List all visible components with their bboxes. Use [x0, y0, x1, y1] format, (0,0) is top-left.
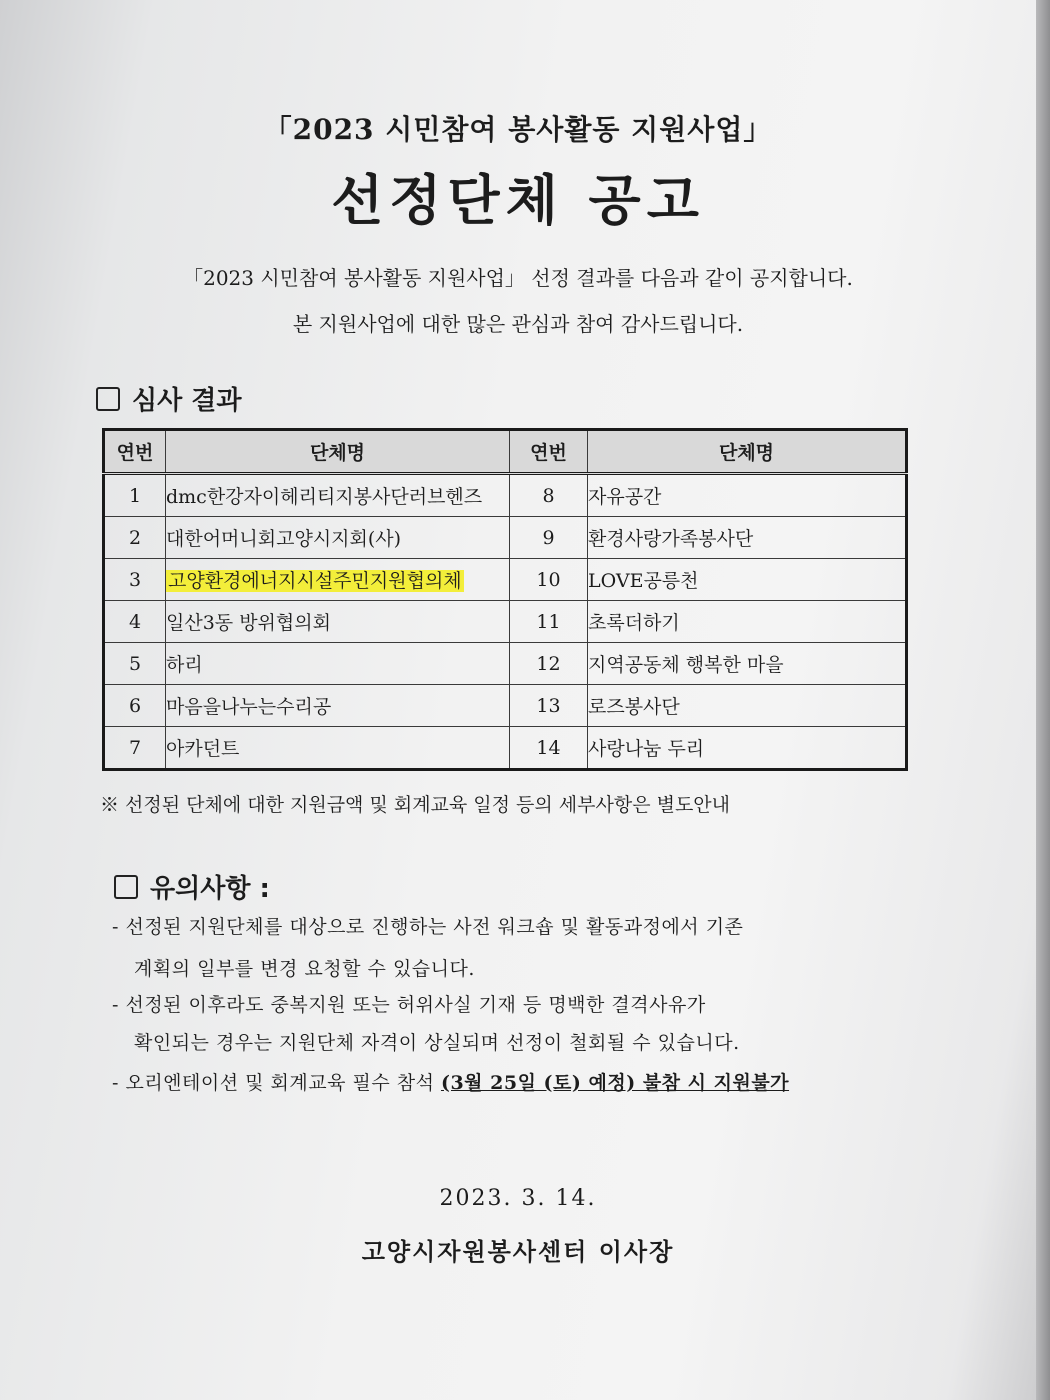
row-no-2: 9	[510, 517, 588, 559]
row-no-2: 14	[510, 727, 588, 770]
intro-line-1: 「2023 시민참여 봉사활동 지원사업」 선정 결과를 다음과 같이 공지합니다.	[183, 266, 853, 290]
caution-item-2-line-1: - 선정된 이후라도 중복지원 또는 허위사실 기재 등 명백한 결격사유가	[112, 994, 706, 1016]
desk-background-edge	[1036, 0, 1050, 1400]
highlighted-name: 고양환경에너지시설주민지원협의체	[168, 570, 462, 592]
row-name: dmc한강자이헤리티지봉사단러브헨즈	[166, 474, 510, 517]
row-name-2: 지역공동체 행복한 마을	[588, 643, 907, 685]
table-row	[104, 601, 907, 643]
row-no-2: 13	[510, 685, 588, 727]
intro-line-2: 본 지원사업에 대한 많은 관심과 참여 감사드립니다.	[292, 312, 744, 336]
row-no: 6	[104, 685, 166, 727]
row-no: 7	[104, 727, 166, 770]
row-no: 5	[104, 643, 166, 685]
caution-item-1-line-2: 계획의 일부를 변경 요청할 수 있습니다.	[134, 958, 475, 980]
row-no-2: 11	[510, 601, 588, 643]
row-name: 대한어머니회고양시지회(사)	[166, 517, 510, 559]
row-name: 아카던트	[166, 727, 510, 770]
column-header-name-2: 단체명	[588, 430, 907, 474]
row-no-2: 8	[510, 474, 588, 517]
row-no: 4	[104, 601, 166, 643]
checkbox-square-icon	[114, 875, 138, 899]
table-row	[104, 474, 907, 517]
row-no: 1	[104, 474, 166, 517]
caution-item-3-emphasis: (3월 25일 (토) 예정) 불참 시 지원불가	[440, 1072, 790, 1094]
table-row	[104, 643, 907, 685]
caution-item-3-text: - 오리엔테이션 및 회계교육 필수 참석	[112, 1072, 441, 1094]
notice-signer: 고양시자원봉사센터 이사장	[361, 1237, 675, 1266]
cautions-heading	[114, 868, 270, 905]
cautions-heading-label: 유의사항 :	[150, 874, 270, 904]
row-name-2: 환경사랑가족봉사단	[588, 517, 907, 559]
row-name-highlighted	[166, 559, 510, 601]
results-heading-label: 심사 결과	[132, 386, 242, 416]
caution-item-1-line-1: - 선정된 지원단체를 대상으로 진행하는 사전 워크숍 및 활동과정에서 기존	[112, 916, 744, 938]
row-no: 3	[104, 559, 166, 601]
row-name: 일산3동 방위협의회	[166, 601, 510, 643]
caution-item-3	[112, 1068, 789, 1095]
row-name: 하리	[166, 643, 510, 685]
checkbox-square-icon	[96, 387, 120, 411]
row-no-2: 10	[510, 559, 588, 601]
column-header-no-2: 연번	[510, 430, 588, 474]
page-title: 선정단체 공고	[331, 168, 705, 232]
table-header-row	[104, 430, 907, 474]
row-name: 마음을나누는수리공	[166, 685, 510, 727]
table-row	[104, 685, 907, 727]
caution-item-2-line-2: 확인되는 경우는 지원단체 자격이 상실되며 선정이 철회될 수 있습니다.	[134, 1032, 740, 1054]
column-header-no: 연번	[104, 430, 166, 474]
table-row	[104, 559, 907, 601]
row-name-2: 초록더하기	[588, 601, 907, 643]
results-heading	[96, 380, 242, 417]
table-row	[104, 727, 907, 770]
row-name-2: 자유공간	[588, 474, 907, 517]
row-name-2: LOVE공릉천	[588, 559, 907, 601]
column-header-name: 단체명	[166, 430, 510, 474]
results-table	[102, 428, 908, 771]
notice-date: 2023. 3. 14.	[439, 1186, 597, 1211]
row-no-2: 12	[510, 643, 588, 685]
table-row	[104, 517, 907, 559]
row-name-2: 로즈봉사단	[588, 685, 907, 727]
results-note: ※ 선정된 단체에 대한 지원금액 및 회계교육 일정 등의 세부사항은 별도안내	[100, 794, 731, 816]
row-no: 2	[104, 517, 166, 559]
row-name-2: 사랑나눔 두리	[588, 727, 907, 770]
program-subtitle: 「2023 시민참여 봉사활동 지원사업」	[263, 113, 773, 146]
